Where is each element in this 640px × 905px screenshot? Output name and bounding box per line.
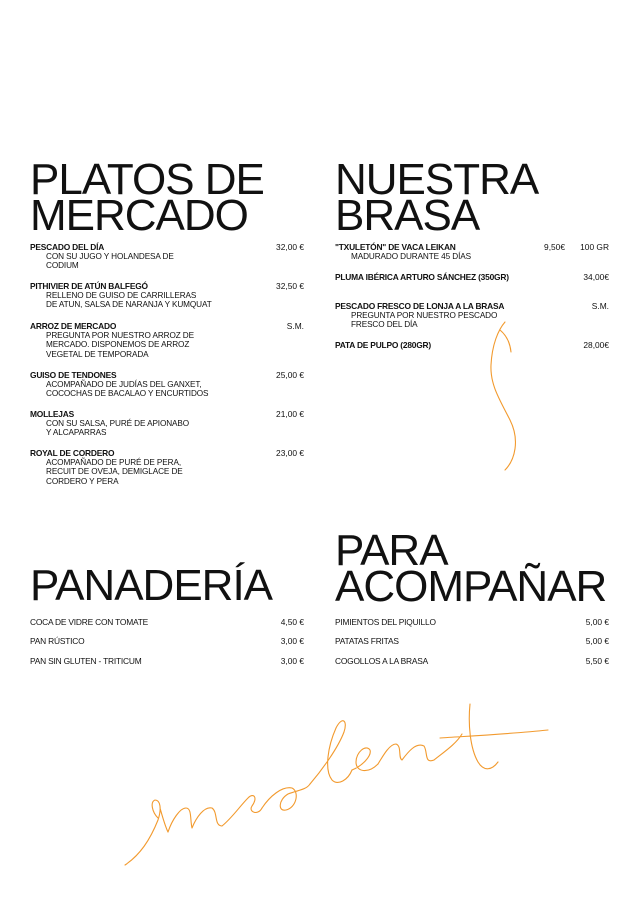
item-weight: 100 GR xyxy=(580,242,609,252)
desc-line: COCOCHAS DE BACALAO Y ENCURTIDOS xyxy=(46,389,209,399)
item-name: COCA DE VIDRE CON TOMATE xyxy=(30,617,149,627)
item-price: 4,50 € xyxy=(280,617,304,627)
item-price: 3,00 € xyxy=(280,656,304,666)
item-name: PITHIVIER DE ATÚN BALFEGÓ xyxy=(30,281,148,291)
item-name: PATA DE PULPO (280GR) xyxy=(335,340,431,350)
script-stroke-l xyxy=(310,721,352,784)
item-name: PAN RÚSTICO xyxy=(30,636,85,646)
item-price: 5,00 € xyxy=(585,617,609,627)
item-name: ARROZ DE MERCADO xyxy=(30,321,117,331)
item-price: 25,00 € xyxy=(276,370,304,380)
desc-line: PREGUNTA POR NUESTRO ARROZ DE xyxy=(46,331,194,340)
title-line: BRASA xyxy=(335,191,480,240)
desc-line: CON SU JUGO Y HOLANDESA DE xyxy=(46,252,174,261)
item-name: MOLLEJAS xyxy=(30,409,75,419)
title-line: NUESTRA xyxy=(335,155,539,204)
script-stroke-n xyxy=(168,808,222,832)
decorative-swirl xyxy=(491,322,516,470)
item-name: PLUMA IBÉRICA ARTURO SÁNCHEZ (350GR) xyxy=(335,272,509,282)
desc-line: FRESCO DEL DÍA xyxy=(351,320,418,330)
item-name: GUISO DE TENDONES xyxy=(30,370,117,380)
desc-line: RELLENO DE GUISO DE CARRILLERAS xyxy=(46,291,197,300)
item-name: PATATAS FRITAS xyxy=(335,636,399,646)
script-stroke-n2 xyxy=(378,744,434,764)
item-price: 9,50€ xyxy=(544,242,565,252)
desc-line: VEGETAL DE TEMPORADA xyxy=(46,349,149,359)
title-line: PLATOS DE xyxy=(30,155,264,204)
script-stroke-o xyxy=(262,784,310,810)
desc-line: MERCADO. DISPONEMOS DE ARROZ xyxy=(46,340,190,350)
item-price: 5,00 € xyxy=(585,636,609,646)
item-name: PESCADO FRESCO DE LONJA A LA BRASA xyxy=(335,301,505,311)
desc-line: PREGUNTA POR NUESTRO PESCADO xyxy=(351,311,498,320)
item-price: S.M. xyxy=(591,301,609,311)
desc-line: DE ATUN, SALSA DE NARANJA Y KUMQUAT xyxy=(46,300,212,310)
script-stroke-i xyxy=(125,800,168,865)
item-name: "TXULETÓN" DE VACA LEIKAN xyxy=(335,242,456,252)
desc-line: CON SU SALSA, PURÉ DE APIONABO xyxy=(46,419,190,428)
desc-line: MADURADO DURANTE 45 DÍAS xyxy=(351,252,471,261)
desc-line: ACOMPAÑADO DE JUDÍAS DEL GANXET, xyxy=(46,380,202,389)
desc-line: CODIUM xyxy=(46,261,79,271)
item-price: 28,00€ xyxy=(583,340,609,350)
item-price: S.M. xyxy=(286,321,304,331)
title-line: PARA xyxy=(335,526,448,575)
desc-line: RECUIT DE OVEJA, DEMIGLACE DE xyxy=(46,467,183,477)
item-name: PAN SIN GLUTEN - TRITICUM xyxy=(30,656,142,666)
title-line: ACOMPAÑAR xyxy=(335,562,607,611)
item-price: 32,00 € xyxy=(276,242,304,252)
desc-line: ACOMPAÑADO DE PURÉ DE PERA, xyxy=(46,458,181,467)
item-price: 34,00€ xyxy=(583,272,609,282)
title-line: PANADERÍA xyxy=(30,561,273,610)
desc-line: CORDERO Y PERA xyxy=(46,476,119,486)
item-name: PIMIENTOS DEL PIQUILLO xyxy=(335,617,436,627)
item-name: ROYAL DE CORDERO xyxy=(30,448,115,458)
script-stroke-s xyxy=(222,796,262,826)
desc-line: Y ALCAPARRAS xyxy=(46,428,107,438)
item-price: 32,50 € xyxy=(276,281,304,291)
item-price: 5,50 € xyxy=(585,656,609,666)
item-price: 21,00 € xyxy=(276,409,304,419)
title-line: MERCADO xyxy=(30,191,248,240)
script-stroke-t xyxy=(434,704,548,769)
item-price: 3,00 € xyxy=(280,636,304,646)
item-name: COGOLLOS A LA BRASA xyxy=(335,656,429,666)
item-name: PESCADO DEL DÍA xyxy=(30,242,105,252)
item-price: 23,00 € xyxy=(276,448,304,458)
script-stroke-e xyxy=(352,748,378,771)
